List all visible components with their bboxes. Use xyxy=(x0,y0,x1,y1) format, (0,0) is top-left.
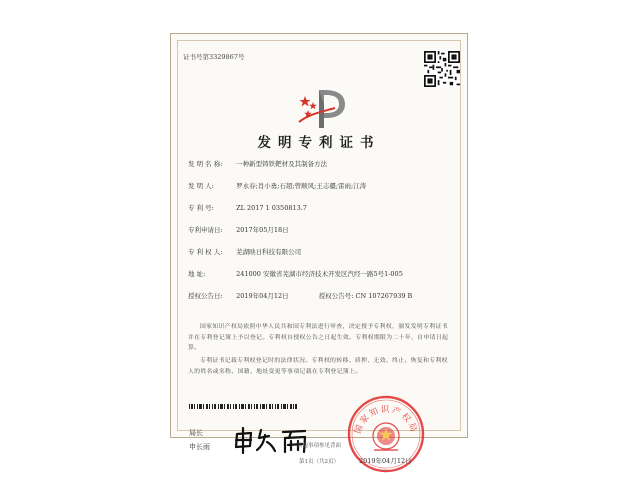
field-label: 专利申请日: xyxy=(188,226,223,234)
field-patentee xyxy=(188,247,301,256)
field-value: 2017年05月18日 xyxy=(236,226,289,234)
director-title: 局长 xyxy=(189,429,203,437)
body-paragraph-2: 专利证书记载专利权登记时的法律状况。专利权的转移、质押、无效、终止、恢复和专利权人的姓名或名称、国籍、地址变更等事项记载在专利登记簿上。 xyxy=(188,358,448,375)
cnipa-logo-icon xyxy=(295,84,351,130)
field-patent-number xyxy=(188,203,307,212)
field-invention-name xyxy=(188,159,327,168)
field-label: 发 明 名 称: xyxy=(188,160,223,168)
field-value: 241000 安徽省芜湖市经济技术开发区汽经一路5号1-005 xyxy=(236,270,403,278)
field-value: ZL 2017 1 0350813.7 xyxy=(236,204,307,212)
field-value: 芜湖映日科技有限公司 xyxy=(236,248,302,256)
announcement-number-label: 授权公告号: xyxy=(318,292,354,300)
field-value: 一种新型铸铁靶材及其制备方法 xyxy=(236,160,328,168)
barcode-icon xyxy=(189,404,297,409)
field-label: 授权公告日: xyxy=(188,292,223,300)
field-value: 2019年04月12日 xyxy=(236,292,289,300)
field-value: 罗永春;肖小勇;石超;曾顺风;王志疆;雷雨;江涛 xyxy=(236,182,367,190)
field-label: 发 明 人: xyxy=(188,182,214,190)
body-paragraph-1: 国家知识产权局依照中华人民共和国专利法进行审查，决定授予专利权，颁发发明专利证书并在专利登记簿上予以登记。专利权自授权公告之日起生效。专利权期限为二十年，自申请日起算。 xyxy=(188,324,449,351)
seal-date: 2019年04月12日 xyxy=(359,457,412,465)
director-name: 申长雨 xyxy=(189,443,210,451)
field-address xyxy=(188,269,403,278)
certificate-title: 发明专利证书 xyxy=(257,135,381,151)
field-label: 专 利 号: xyxy=(188,204,214,212)
field-filing-date xyxy=(188,225,289,234)
field-label: 地 址: xyxy=(188,270,206,278)
announcement-number: CN 107267939 B xyxy=(355,292,413,300)
seal-text: 国家知识产权局 xyxy=(353,405,419,436)
certificate-number: 证书号第3329867号 xyxy=(183,53,245,61)
director-signature-icon xyxy=(231,426,321,454)
field-announcement-date xyxy=(188,291,412,300)
field-inventors xyxy=(188,181,366,190)
footer-note: 其他事项参见背面 xyxy=(296,443,341,449)
qr-code-icon xyxy=(424,51,460,87)
field-label: 专 利 权 人: xyxy=(188,248,223,256)
page-number: 第1页（共2页） xyxy=(299,459,339,465)
